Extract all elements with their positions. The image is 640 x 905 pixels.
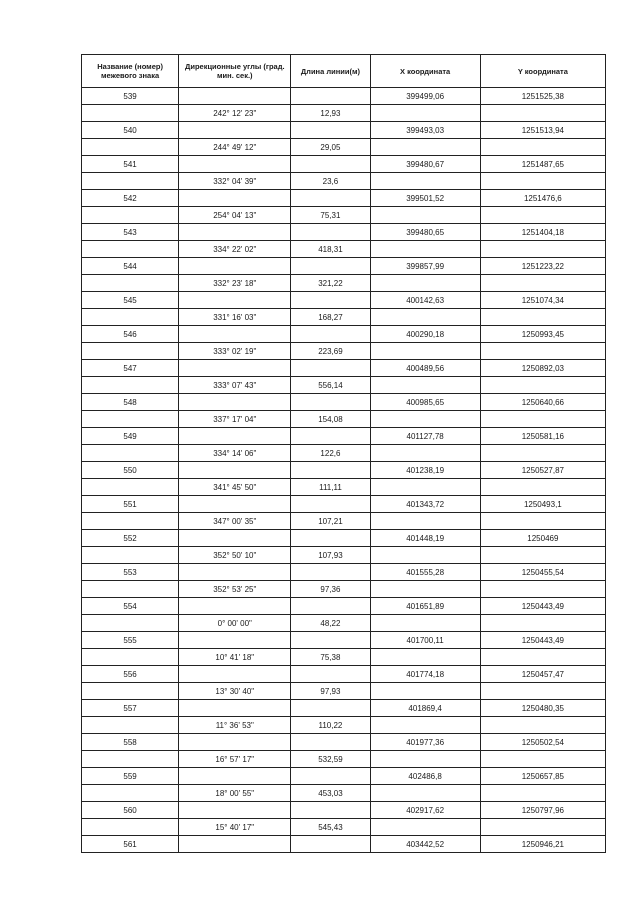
segment-angle: 352° 53' 25" bbox=[179, 581, 291, 598]
name-empty bbox=[82, 819, 179, 836]
point-row bbox=[82, 88, 606, 105]
name-empty bbox=[82, 377, 179, 394]
length-empty bbox=[291, 394, 370, 411]
y-empty bbox=[480, 207, 605, 224]
point-name: 560 bbox=[82, 802, 179, 819]
point-row bbox=[82, 428, 606, 445]
length-empty bbox=[291, 428, 370, 445]
point-row bbox=[82, 598, 606, 615]
angle-empty bbox=[179, 564, 291, 581]
x-empty bbox=[370, 479, 480, 496]
point-name: 548 bbox=[82, 394, 179, 411]
segment-angle: 332° 23' 18" bbox=[179, 275, 291, 292]
point-name: 547 bbox=[82, 360, 179, 377]
length-empty bbox=[291, 802, 370, 819]
header-y: Y координата bbox=[480, 55, 605, 88]
point-x: 399501,52 bbox=[370, 190, 480, 207]
segment-length: 111,11 bbox=[291, 479, 370, 496]
x-empty bbox=[370, 683, 480, 700]
angle-empty bbox=[179, 802, 291, 819]
segment-row bbox=[82, 717, 606, 734]
length-empty bbox=[291, 496, 370, 513]
point-y: 1250502,54 bbox=[480, 734, 605, 751]
length-empty bbox=[291, 360, 370, 377]
point-y: 1250455,54 bbox=[480, 564, 605, 581]
y-empty bbox=[480, 241, 605, 258]
point-y: 1250443,49 bbox=[480, 598, 605, 615]
segment-angle: 254° 04' 13" bbox=[179, 207, 291, 224]
segment-length: 122,6 bbox=[291, 445, 370, 462]
point-name: 555 bbox=[82, 632, 179, 649]
segment-row bbox=[82, 309, 606, 326]
point-x: 401700,11 bbox=[370, 632, 480, 649]
angle-empty bbox=[179, 598, 291, 615]
y-empty bbox=[480, 751, 605, 768]
segment-row bbox=[82, 819, 606, 836]
boundary-coordinates-table bbox=[81, 54, 606, 853]
angle-empty bbox=[179, 700, 291, 717]
y-empty bbox=[480, 615, 605, 632]
y-empty bbox=[480, 411, 605, 428]
point-name: 543 bbox=[82, 224, 179, 241]
y-empty bbox=[480, 547, 605, 564]
point-y: 1250443,49 bbox=[480, 632, 605, 649]
y-empty bbox=[480, 513, 605, 530]
segment-length: 29,05 bbox=[291, 139, 370, 156]
point-y: 1250469 bbox=[480, 530, 605, 547]
angle-empty bbox=[179, 190, 291, 207]
header-angle: Дирекционные углы (град. мин. сек.) bbox=[179, 55, 291, 88]
angle-empty bbox=[179, 462, 291, 479]
name-empty bbox=[82, 241, 179, 258]
name-empty bbox=[82, 445, 179, 462]
segment-row bbox=[82, 139, 606, 156]
segment-row bbox=[82, 513, 606, 530]
point-name: 559 bbox=[82, 768, 179, 785]
point-x: 399857,99 bbox=[370, 258, 480, 275]
point-x: 401774,18 bbox=[370, 666, 480, 683]
point-row bbox=[82, 530, 606, 547]
length-empty bbox=[291, 734, 370, 751]
point-x: 399493,03 bbox=[370, 122, 480, 139]
point-row bbox=[82, 734, 606, 751]
segment-angle: 13° 30' 40" bbox=[179, 683, 291, 700]
y-empty bbox=[480, 649, 605, 666]
segment-length: 12,93 bbox=[291, 105, 370, 122]
segment-row bbox=[82, 683, 606, 700]
segment-length: 75,38 bbox=[291, 649, 370, 666]
segment-angle: 341° 45' 50" bbox=[179, 479, 291, 496]
point-name: 553 bbox=[82, 564, 179, 581]
x-empty bbox=[370, 173, 480, 190]
angle-empty bbox=[179, 326, 291, 343]
point-name: 549 bbox=[82, 428, 179, 445]
point-name: 561 bbox=[82, 836, 179, 853]
point-name: 551 bbox=[82, 496, 179, 513]
x-empty bbox=[370, 241, 480, 258]
segment-angle: 244° 49' 12" bbox=[179, 139, 291, 156]
x-empty bbox=[370, 105, 480, 122]
segment-row bbox=[82, 615, 606, 632]
point-name: 556 bbox=[82, 666, 179, 683]
point-x: 400985,65 bbox=[370, 394, 480, 411]
y-empty bbox=[480, 105, 605, 122]
point-row bbox=[82, 836, 606, 853]
y-empty bbox=[480, 581, 605, 598]
y-empty bbox=[480, 139, 605, 156]
table-header-row bbox=[82, 55, 606, 88]
angle-empty bbox=[179, 156, 291, 173]
point-y: 1251476,6 bbox=[480, 190, 605, 207]
segment-length: 48,22 bbox=[291, 615, 370, 632]
point-y: 1251487,65 bbox=[480, 156, 605, 173]
point-y: 1250657,85 bbox=[480, 768, 605, 785]
header-x: X координата bbox=[370, 55, 480, 88]
length-empty bbox=[291, 598, 370, 615]
length-empty bbox=[291, 224, 370, 241]
angle-empty bbox=[179, 734, 291, 751]
segment-length: 453,03 bbox=[291, 785, 370, 802]
segment-row bbox=[82, 649, 606, 666]
segment-angle: 333° 07' 43" bbox=[179, 377, 291, 394]
segment-angle: 15° 40' 17" bbox=[179, 819, 291, 836]
segment-length: 75,31 bbox=[291, 207, 370, 224]
length-empty bbox=[291, 258, 370, 275]
y-empty bbox=[480, 377, 605, 394]
angle-empty bbox=[179, 122, 291, 139]
point-row bbox=[82, 156, 606, 173]
point-x: 402486,8 bbox=[370, 768, 480, 785]
point-row bbox=[82, 802, 606, 819]
segment-angle: 332° 04' 39" bbox=[179, 173, 291, 190]
point-row bbox=[82, 700, 606, 717]
point-y: 1250640,66 bbox=[480, 394, 605, 411]
angle-empty bbox=[179, 88, 291, 105]
length-empty bbox=[291, 190, 370, 207]
point-x: 403442,52 bbox=[370, 836, 480, 853]
name-empty bbox=[82, 309, 179, 326]
angle-empty bbox=[179, 836, 291, 853]
x-empty bbox=[370, 581, 480, 598]
header-name: Название (номер) межевого знака bbox=[82, 55, 179, 88]
length-empty bbox=[291, 292, 370, 309]
segment-length: 545,43 bbox=[291, 819, 370, 836]
point-name: 544 bbox=[82, 258, 179, 275]
length-empty bbox=[291, 700, 370, 717]
x-empty bbox=[370, 717, 480, 734]
segment-angle: 331° 16' 03" bbox=[179, 309, 291, 326]
name-empty bbox=[82, 411, 179, 428]
segment-row bbox=[82, 479, 606, 496]
segment-length: 418,31 bbox=[291, 241, 370, 258]
header-length: Длина линии(м) bbox=[291, 55, 370, 88]
point-row bbox=[82, 224, 606, 241]
segment-angle: 242° 12' 23" bbox=[179, 105, 291, 122]
segment-length: 97,36 bbox=[291, 581, 370, 598]
point-x: 401651,89 bbox=[370, 598, 480, 615]
name-empty bbox=[82, 513, 179, 530]
segment-length: 110,22 bbox=[291, 717, 370, 734]
angle-empty bbox=[179, 530, 291, 547]
angle-empty bbox=[179, 224, 291, 241]
point-name: 546 bbox=[82, 326, 179, 343]
segment-row bbox=[82, 785, 606, 802]
name-empty bbox=[82, 105, 179, 122]
point-y: 1251513,94 bbox=[480, 122, 605, 139]
y-empty bbox=[480, 309, 605, 326]
x-empty bbox=[370, 615, 480, 632]
segment-row bbox=[82, 751, 606, 768]
point-row bbox=[82, 292, 606, 309]
x-empty bbox=[370, 343, 480, 360]
y-empty bbox=[480, 819, 605, 836]
length-empty bbox=[291, 462, 370, 479]
point-y: 1251404,18 bbox=[480, 224, 605, 241]
point-row bbox=[82, 394, 606, 411]
name-empty bbox=[82, 717, 179, 734]
point-row bbox=[82, 326, 606, 343]
segment-length: 154,08 bbox=[291, 411, 370, 428]
name-empty bbox=[82, 547, 179, 564]
y-empty bbox=[480, 785, 605, 802]
name-empty bbox=[82, 343, 179, 360]
angle-empty bbox=[179, 292, 291, 309]
name-empty bbox=[82, 615, 179, 632]
segment-length: 168,27 bbox=[291, 309, 370, 326]
point-name: 542 bbox=[82, 190, 179, 207]
point-x: 401448,19 bbox=[370, 530, 480, 547]
y-empty bbox=[480, 445, 605, 462]
y-empty bbox=[480, 479, 605, 496]
angle-empty bbox=[179, 632, 291, 649]
point-y: 1250527,87 bbox=[480, 462, 605, 479]
segment-length: 107,93 bbox=[291, 547, 370, 564]
segment-angle: 333° 02' 19" bbox=[179, 343, 291, 360]
angle-empty bbox=[179, 428, 291, 445]
segment-length: 321,22 bbox=[291, 275, 370, 292]
point-x: 401977,36 bbox=[370, 734, 480, 751]
point-y: 1251223,22 bbox=[480, 258, 605, 275]
point-name: 554 bbox=[82, 598, 179, 615]
y-empty bbox=[480, 717, 605, 734]
x-empty bbox=[370, 751, 480, 768]
length-empty bbox=[291, 564, 370, 581]
y-empty bbox=[480, 343, 605, 360]
length-empty bbox=[291, 88, 370, 105]
point-row bbox=[82, 122, 606, 139]
point-x: 400290,18 bbox=[370, 326, 480, 343]
length-empty bbox=[291, 768, 370, 785]
angle-empty bbox=[179, 360, 291, 377]
segment-angle: 334° 14' 06" bbox=[179, 445, 291, 462]
segment-angle: 11° 36' 53" bbox=[179, 717, 291, 734]
name-empty bbox=[82, 479, 179, 496]
name-empty bbox=[82, 581, 179, 598]
point-x: 399480,65 bbox=[370, 224, 480, 241]
point-x: 400489,56 bbox=[370, 360, 480, 377]
length-empty bbox=[291, 632, 370, 649]
x-empty bbox=[370, 377, 480, 394]
y-empty bbox=[480, 173, 605, 190]
point-row bbox=[82, 632, 606, 649]
length-empty bbox=[291, 326, 370, 343]
length-empty bbox=[291, 836, 370, 853]
point-y: 1250892,03 bbox=[480, 360, 605, 377]
point-row bbox=[82, 666, 606, 683]
point-row bbox=[82, 258, 606, 275]
segment-angle: 0° 00' 00" bbox=[179, 615, 291, 632]
segment-length: 223,69 bbox=[291, 343, 370, 360]
x-empty bbox=[370, 513, 480, 530]
x-empty bbox=[370, 411, 480, 428]
segment-row bbox=[82, 411, 606, 428]
segment-angle: 352° 50' 10" bbox=[179, 547, 291, 564]
point-y: 1250946,21 bbox=[480, 836, 605, 853]
name-empty bbox=[82, 275, 179, 292]
point-x: 401869,4 bbox=[370, 700, 480, 717]
x-empty bbox=[370, 139, 480, 156]
segment-length: 556,14 bbox=[291, 377, 370, 394]
point-row bbox=[82, 190, 606, 207]
point-row bbox=[82, 768, 606, 785]
segment-angle: 334° 22' 02" bbox=[179, 241, 291, 258]
name-empty bbox=[82, 751, 179, 768]
segment-row bbox=[82, 445, 606, 462]
point-x: 399499,06 bbox=[370, 88, 480, 105]
y-empty bbox=[480, 683, 605, 700]
point-y: 1251074,34 bbox=[480, 292, 605, 309]
point-row bbox=[82, 496, 606, 513]
segment-row bbox=[82, 173, 606, 190]
segment-length: 23,6 bbox=[291, 173, 370, 190]
segment-row bbox=[82, 241, 606, 258]
segment-row bbox=[82, 377, 606, 394]
segment-angle: 16° 57' 17" bbox=[179, 751, 291, 768]
x-empty bbox=[370, 649, 480, 666]
x-empty bbox=[370, 207, 480, 224]
point-x: 401555,28 bbox=[370, 564, 480, 581]
segment-length: 532,59 bbox=[291, 751, 370, 768]
angle-empty bbox=[179, 394, 291, 411]
name-empty bbox=[82, 785, 179, 802]
segment-angle: 10° 41' 18" bbox=[179, 649, 291, 666]
point-row bbox=[82, 564, 606, 581]
segment-angle: 347° 00' 35" bbox=[179, 513, 291, 530]
point-y: 1251525,38 bbox=[480, 88, 605, 105]
point-x: 401127,78 bbox=[370, 428, 480, 445]
segment-row bbox=[82, 105, 606, 122]
point-y: 1250480,35 bbox=[480, 700, 605, 717]
segment-length: 97,93 bbox=[291, 683, 370, 700]
point-name: 541 bbox=[82, 156, 179, 173]
length-empty bbox=[291, 122, 370, 139]
length-empty bbox=[291, 530, 370, 547]
segment-row bbox=[82, 275, 606, 292]
point-name: 552 bbox=[82, 530, 179, 547]
segment-row bbox=[82, 343, 606, 360]
length-empty bbox=[291, 156, 370, 173]
x-empty bbox=[370, 785, 480, 802]
point-y: 1250581,16 bbox=[480, 428, 605, 445]
segment-row bbox=[82, 547, 606, 564]
point-y: 1250797,96 bbox=[480, 802, 605, 819]
angle-empty bbox=[179, 666, 291, 683]
point-row bbox=[82, 462, 606, 479]
angle-empty bbox=[179, 496, 291, 513]
name-empty bbox=[82, 683, 179, 700]
x-empty bbox=[370, 309, 480, 326]
name-empty bbox=[82, 173, 179, 190]
x-empty bbox=[370, 275, 480, 292]
point-name: 539 bbox=[82, 88, 179, 105]
segment-angle: 18° 00' 55" bbox=[179, 785, 291, 802]
name-empty bbox=[82, 649, 179, 666]
table-body bbox=[82, 88, 606, 853]
point-x: 401343,72 bbox=[370, 496, 480, 513]
point-y: 1250457,47 bbox=[480, 666, 605, 683]
x-empty bbox=[370, 547, 480, 564]
point-name: 540 bbox=[82, 122, 179, 139]
point-y: 1250993,45 bbox=[480, 326, 605, 343]
name-empty bbox=[82, 207, 179, 224]
x-empty bbox=[370, 819, 480, 836]
segment-length: 107,21 bbox=[291, 513, 370, 530]
point-name: 545 bbox=[82, 292, 179, 309]
angle-empty bbox=[179, 768, 291, 785]
segment-row bbox=[82, 207, 606, 224]
point-x: 400142,63 bbox=[370, 292, 480, 309]
segment-angle: 337° 17' 04" bbox=[179, 411, 291, 428]
segment-row bbox=[82, 581, 606, 598]
x-empty bbox=[370, 445, 480, 462]
length-empty bbox=[291, 666, 370, 683]
angle-empty bbox=[179, 258, 291, 275]
point-name: 557 bbox=[82, 700, 179, 717]
y-empty bbox=[480, 275, 605, 292]
point-x: 401238,19 bbox=[370, 462, 480, 479]
point-row bbox=[82, 360, 606, 377]
point-y: 1250493,1 bbox=[480, 496, 605, 513]
point-x: 402917,62 bbox=[370, 802, 480, 819]
point-name: 550 bbox=[82, 462, 179, 479]
point-name: 558 bbox=[82, 734, 179, 751]
point-x: 399480,67 bbox=[370, 156, 480, 173]
name-empty bbox=[82, 139, 179, 156]
